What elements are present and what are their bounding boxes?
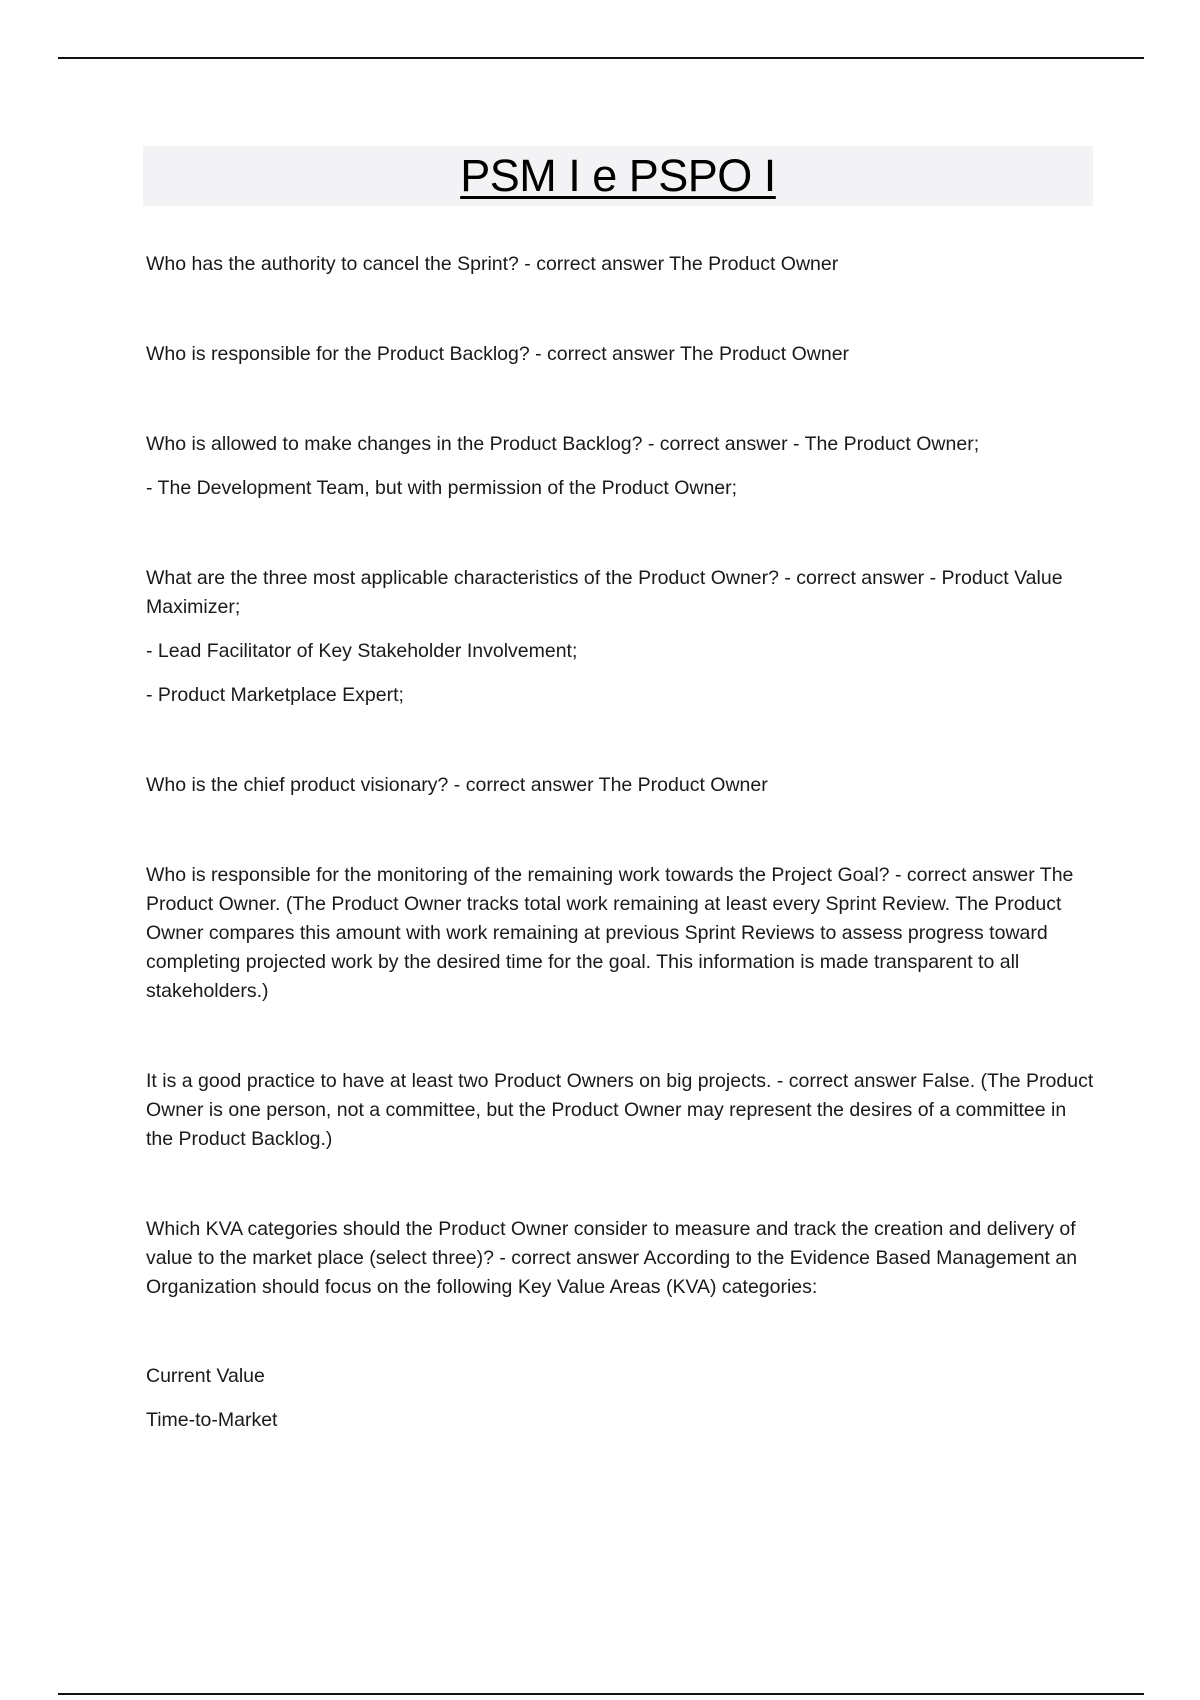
qa-item xyxy=(146,340,1096,369)
qa-item xyxy=(146,771,1096,800)
kva-category-list xyxy=(146,1362,1096,1435)
qa-answer-line: - Lead Facilitator of Key Stakeholder Involvement; xyxy=(146,640,578,662)
qa-item xyxy=(146,861,1096,1006)
document-title: PSM I e PSPO I xyxy=(460,150,776,201)
qa-text: Who is responsible for the monitoring of the remaining work towards the Project Goal? - correct answer The Product Owner. (The Product Owner tracks total work remaining at least every Sprint Review. The Product Owner compares this amount with work remaining at previous Sprint Reviews to assess progress toward completing projected work by the desired time for the goal. This information is made transparent to all stakeholders.) xyxy=(146,864,1074,1002)
kva-category: Current Value xyxy=(146,1365,265,1387)
qa-item xyxy=(146,1067,1096,1154)
qa-text: It is a good practice to have at least two Product Owners on big projects. - correct answer False. (The Product Owner is one person, not a committee, but the Product Owner may represent the desires of a committee in the Product Backlog.) xyxy=(146,1070,1094,1150)
qa-text: What are the three most applicable characteristics of the Product Owner? - correct answer - Product Value Maximizer; xyxy=(146,567,1063,618)
kva-category: Time-to-Market xyxy=(146,1409,278,1431)
qa-text: Who is allowed to make changes in the Product Backlog? - correct answer - The Product Owner; xyxy=(146,433,980,455)
qa-item xyxy=(146,430,1096,503)
title-band xyxy=(143,146,1093,206)
qa-text: Which KVA categories should the Product Owner consider to measure and track the creation and delivery of value to the market place (select three)? - correct answer According to the Evidence Based Management an Organization should focus on the following Key Value Areas (KVA) categories: xyxy=(146,1218,1078,1298)
qa-answer-line: - Product Marketplace Expert; xyxy=(146,684,404,706)
qa-item xyxy=(146,250,1096,279)
qa-text: Who is responsible for the Product Backlog? - correct answer The Product Owner xyxy=(146,343,850,365)
footer-rule xyxy=(58,1693,1144,1695)
header-rule xyxy=(58,57,1144,59)
qa-item xyxy=(146,1215,1096,1302)
document-body xyxy=(146,250,1096,1435)
qa-text: Who is the chief product visionary? - correct answer The Product Owner xyxy=(146,774,768,796)
qa-item xyxy=(146,564,1096,710)
qa-answer-line: - The Development Team, but with permission of the Product Owner; xyxy=(146,477,738,499)
qa-text: Who has the authority to cancel the Sprint? - correct answer The Product Owner xyxy=(146,253,839,275)
